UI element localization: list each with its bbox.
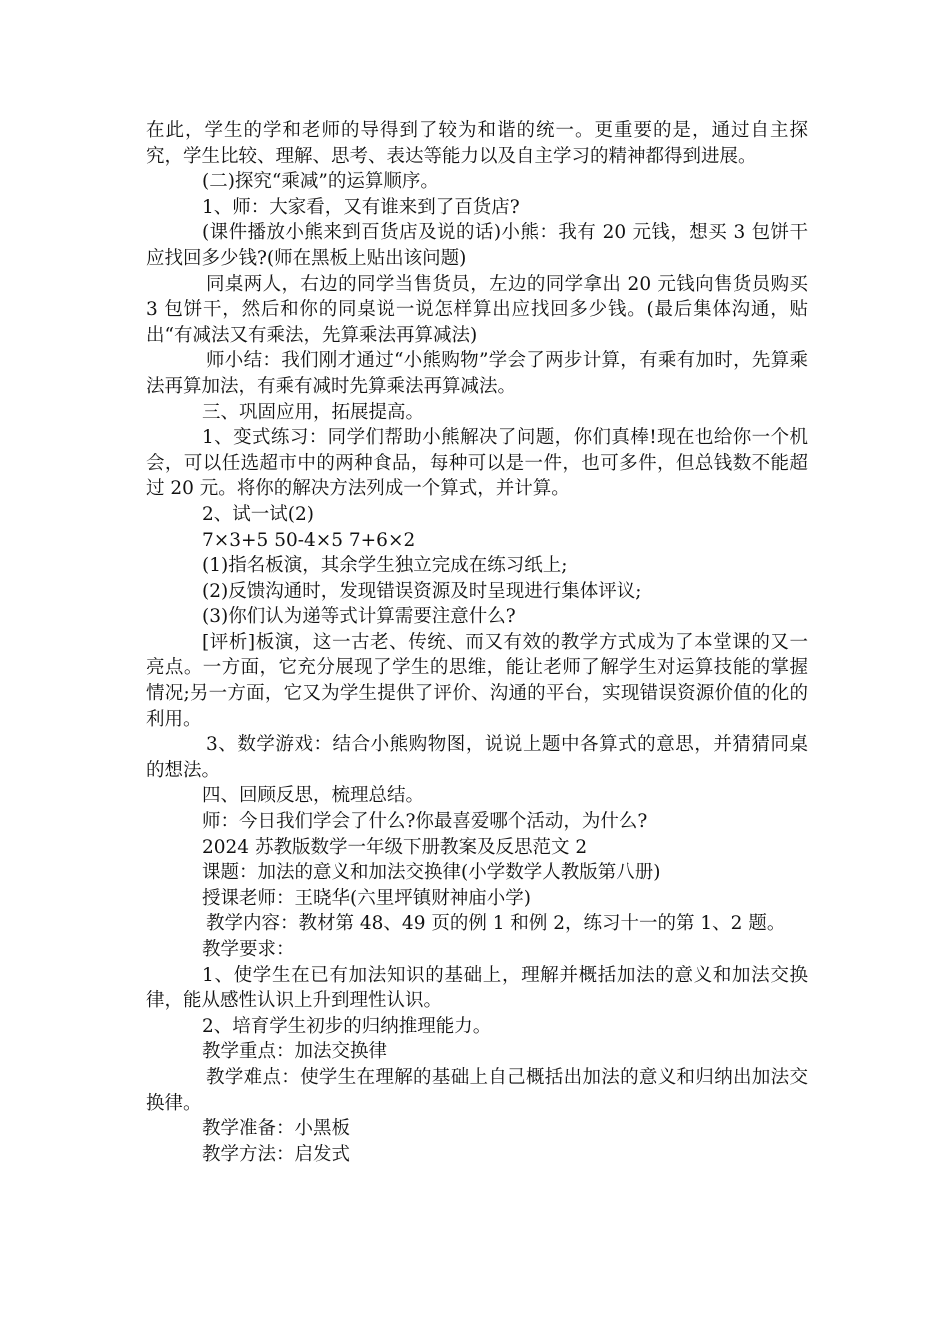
paragraph-math-game: 3、数学游戏：结合小熊购物图，说说上题中各算式的意思，并猜猜同桌的想法。 [146, 734, 808, 781]
paragraph-try-it: 2、试一试(2) [202, 503, 314, 525]
document-page [146, 118, 808, 1167]
paragraph-requirement-1: 1、使学生在已有加法知识的基础上，理解并概括加法的意义和加法交换律，能从感性认识上升到理性认识。 [146, 964, 808, 1012]
paragraph-difficulty: 教学难点：使学生在理解的基础上自己概括出加法的意义和归纳出加法交换律。 [146, 1066, 808, 1114]
paragraph-bear-problem: (课件播放小熊来到百货店及说的话)小熊：我有 20 元钱，想买 3 包饼干应找回多少钱?(师在黑板上贴出该问题) [146, 222, 808, 269]
paragraph-step-1: (1)指名板演，其余学生独立完成在练习纸上; [202, 555, 568, 577]
paragraph-requirement-2: 2、培育学生初步的归纳推理能力。 [202, 1015, 492, 1037]
paragraph-teacher-question: 1、师：大家看，又有谁来到了百货店? [202, 196, 520, 218]
heading-explore-multiply-subtract: (二)探究“乘减”的运算顺序。 [202, 171, 439, 193]
paragraph-teacher-name: 授课老师：王晓华(六里坪镇财神庙小学) [202, 887, 531, 909]
heading-teaching-requirements: 教学要求： [202, 939, 295, 960]
paragraph-expressions: 7×3+5 50-4×5 7+6×2 [202, 529, 416, 551]
paragraph-teacher-summary: 师小结：我们刚才通过“小熊购物”学会了两步计算，有乘有加时，先算乘法再算加法，有乘有减时先算乘法再算减法。 [146, 350, 808, 397]
paragraph-commentary: [评析]板演，这一古老、传统、而又有效的教学方式成为了本堂课的又一亮点。一方面，它充分展现了学生的思维，能让老师了解学生对运算技能的掌握情况;另一方面，它又为学生提供了评价、沟通的平台，实现错误资源价值的化的利用。 [146, 631, 808, 730]
paragraph-teaching-content: 教学内容：教材第 48、49 页的例 1 和例 2，练习十一的第 1、2 题。 [206, 913, 786, 935]
heading-review: 四、回顾反思，梳理总结。 [202, 785, 425, 807]
paragraph-pair-activity: 同桌两人，右边的同学当售货员，左边的同学拿出 20 元钱向售货员购买 3 包饼干，然后和你的同桌说一说怎样算出应找回多少钱。(最后集体沟通，贴出“有减法又有乘法，先算乘法再算减法) [146, 273, 808, 346]
paragraph-step-3: (3)你们认为递等式计算需要注意什么? [202, 606, 516, 628]
paragraph-teacher-closing: 师：今日我们学会了什么?你最喜爱哪个活动，为什么? [202, 811, 648, 833]
paragraph-intro-summary: 在此，学生的学和老师的导得到了较为和谐的统一。更重要的是，通过自主探究，学生比较、理解、思考、表达等能力以及自主学习的精神都得到进展。 [146, 120, 808, 167]
paragraph-method: 教学方法：启发式 [202, 1143, 351, 1165]
paragraph-step-2: (2)反馈沟通时，发现错误资源及时呈现进行集体评议; [202, 580, 642, 602]
paragraph-preparation: 教学准备：小黑板 [202, 1118, 351, 1140]
document-section-title: 2024 苏教版数学一年级下册教案及反思范文 2 [202, 836, 588, 858]
paragraph-lesson-topic: 课题：加法的意义和加法交换律(小学数学人教版第八册) [202, 862, 661, 884]
paragraph-variation-practice: 1、变式练习：同学们帮助小熊解决了问题，你们真棒!现在也给你一个机会，可以任选超市中的两种食品，每种可以是一件，也可多件，但总钱数不能超过 20 元。将你的解决方法列成一个算式，并计算。 [146, 427, 808, 500]
paragraph-key-point: 教学重点：加法交换律 [202, 1041, 388, 1063]
heading-consolidation: 三、巩固应用，拓展提高。 [202, 401, 425, 423]
